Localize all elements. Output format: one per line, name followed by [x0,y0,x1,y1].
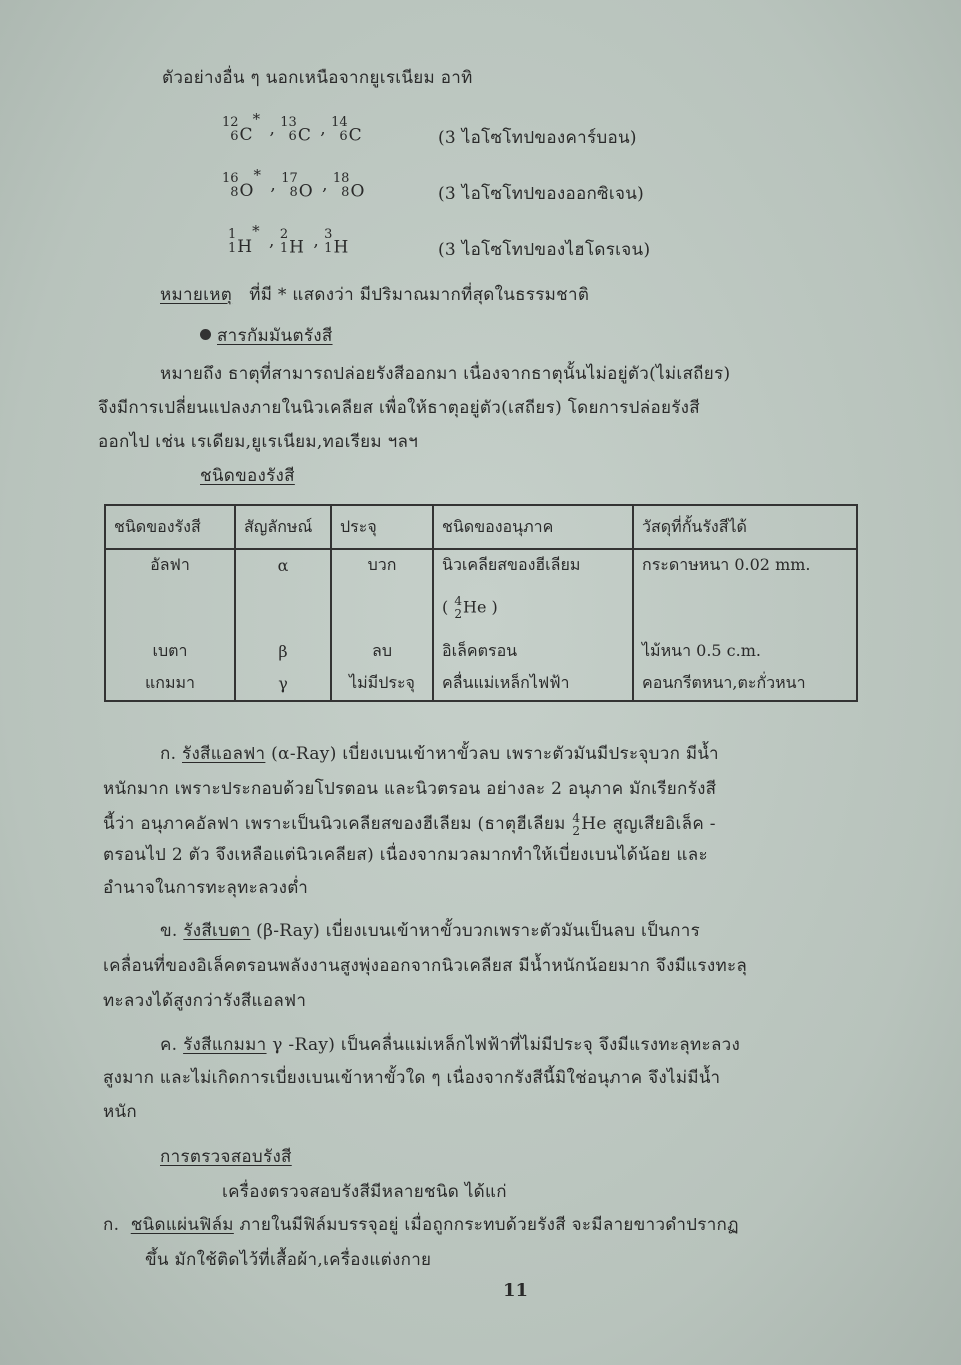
bullet-icon [200,329,211,340]
ray-symbol: α [235,549,331,580]
ray-symbol: β [235,636,331,666]
ray-name: แกมมา [105,666,235,701]
intro-text: ตัวอย่างอื่น ๆ นอกเหนือจากยูเรเนียม อาทิ [162,68,473,88]
isotope-row-hydrogen: 1 1 H* , 2 1 H , 3 1 H [228,222,349,257]
isotope: 1 1 H* [228,222,260,257]
table-title: ชนิดของรังสี [200,466,295,486]
ray-name: อัลฟา [105,549,235,580]
table-header: สัญลักษณ์ [235,505,331,549]
paragraph-line: นี้ว่า อนุภาคอัลฟา เพราะเป็นนิวเคลียสของฮีเลียม (ธาตุฮีเลียม 4 2 He สูญเสียอิเล็ค - [103,810,716,838]
section-heading-radioactive: สารกัมมันตรังสี [200,322,333,349]
isotope: 18 8 O [332,170,365,201]
isotope-row-carbon: 12 6 C* , 13 6 C , 14 6 C [222,110,362,145]
isotope: 13 6 C [280,114,311,145]
paragraph-line: หนักมาก เพราะประกอบด้วยโปรตอน และนิวตรอน อย่างละ 2 อนุภาค มักเรียกรังสี [103,779,717,799]
paragraph-line: ทะลวงได้สูงกว่ารังสีแอลฟา [103,991,307,1011]
isotope-desc-oxygen: (3 ไอโซโทปของออกซิเจน) [438,184,645,204]
isotope: 14 6 C [331,114,362,145]
table-row [105,549,857,580]
ray-name: เบตา [105,636,235,666]
ray-particle: อิเล็คตรอน [433,636,633,666]
paragraph-line: เคลื่อนที่ของอิเล็คตรอนพลังงานสูงพุ่งออกจากนิวเคลียส มีน้ำหนักน้อยมาก จึงมีแรงทะลุ [103,956,748,976]
table-header: ประจุ [331,505,433,549]
ray-particle: คลื่นแม่เหล็กไฟฟ้า [433,666,633,701]
isotope: 2 1 H [279,226,304,257]
paragraph-line: ขึ้น มักใช้ติดไว้ที่เสื้อผ้า,เครื่องแต่งกาย [145,1250,432,1270]
ray-charge: ลบ [331,636,433,666]
ray-shield: กระดาษหนา 0.02 mm. [633,549,857,580]
ray-symbol: γ [235,666,331,701]
table-row [105,666,857,701]
paragraph-line: หมายถึง ธาตุที่สามารถปล่อยรังสีออกมา เนื่องจากธาตุนั้นไม่อยู่ตัว(ไม่เสถียร) [160,364,731,384]
beta-paragraph-first: ข. รังสีเบตา (β-Ray) เบี่ยงเบนเข้าหาขั้วบวกเพราะตัวมันเป็นลบ เป็นการ [160,921,701,941]
isotope-desc-carbon: (3 ไอโซโทปของคาร์บอน) [438,128,637,148]
table-header-row [105,505,857,549]
isotope-desc-hydrogen: (3 ไอโซโทปของไฮโดรเจน) [438,240,651,260]
paragraph-line: หนัก [103,1102,138,1122]
isotope: 3 1 H [324,226,349,257]
ray-particle: นิวเคลียสของฮีเลียม [433,549,633,580]
note-label: หมายเหตุ [160,285,233,305]
paragraph-line: สูงมาก และไม่เกิดการเบี่ยงเบนเข้าหาขั้วใด ๆ เนื่องจากรังสีนี้มิใช่อนุภาค จึงไม่มีน้ำ [103,1068,721,1088]
isotope: 16 8 O* [222,166,261,201]
ray-shield: ไม้หนา 0.5 c.m. [633,636,857,666]
paragraph-line: จึงมีการเปลี่ยนแปลงภายในนิวเคลียส เพื่อให้ธาตุอยู่ตัว(เสถียร) โดยการปล่อยรังสี [98,398,700,418]
paragraph-line: ตรอนไป 2 ตัว จึงเหลือแต่นิวเคลียส) เนื่องจากมวลมากทำให้เบี่ยงเบนได้น้อย และ [103,845,708,865]
ray-particle-formula: ( 4 2 He ) [433,580,633,636]
alpha-paragraph-first: ก. รังสีแอลฟา (α-Ray) เบี่ยงเบนเข้าหาขั้วลบ เพราะตัวมันมีประจุบวก มีน้ำ [160,744,719,764]
paragraph-line: เครื่องตรวจสอบรังสีมีหลายชนิด ได้แก่ [222,1182,507,1202]
table-header: วัสดุที่กั้นรังสีได้ [633,505,857,549]
table-header: ชนิดของอนุภาค [433,505,633,549]
note [160,281,589,308]
gamma-paragraph-first: ค. รังสีแกมมา γ -Ray) เป็นคลื่นแม่เหล็กไฟฟ้าที่ไม่มีประจุ จึงมีแรงทะลุทะลวง [160,1035,741,1055]
isotope: 12 6 C* [222,110,261,145]
section-heading-detection: การตรวจสอบรังสี [160,1147,292,1167]
note-text: ที่มี * แสดงว่า มีปริมาณมากที่สุดในธรรมชาติ [249,285,590,305]
ray-charge: ไม่มีประจุ [331,666,433,701]
table-header: ชนิดของรังสี [105,505,235,549]
table-row [105,580,857,636]
ray-shield: คอนกรีตหนา,ตะกั่วหนา [633,666,857,701]
page-number: 11 [503,1280,529,1301]
paragraph-line: อำนาจในการทะลุทะลวงต่ำ [103,878,309,898]
isotope-row-oxygen: 16 8 O* , 17 8 O , 18 8 O [222,166,365,201]
ray-charge: บวก [331,549,433,580]
paragraph-line: ออกไป เช่น เรเดียม,ยูเรเนียม,ทอเรียม ฯลฯ [98,432,419,452]
table-row [105,636,857,666]
radiation-types-table [104,504,858,702]
isotope: 17 8 O [281,170,313,201]
detector-item-first: ก. ชนิดแผ่นฟิล์ม ภายในมีฟิล์มบรรจุอยู่ เมื่อถูกกระทบด้วยรังสี จะมีลายขาวดำปรากฏ [103,1215,739,1235]
